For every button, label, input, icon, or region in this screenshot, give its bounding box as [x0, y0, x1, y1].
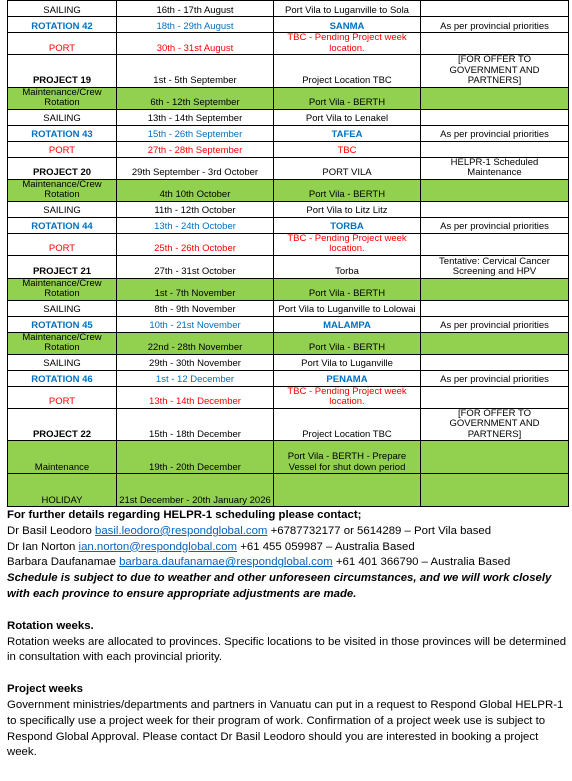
notes-cell: HELPR-1 Scheduled Maintenance [421, 157, 569, 179]
notes-cell [421, 109, 569, 125]
location-cell: Port Vila to Luganville to Lolowai [274, 300, 421, 316]
schedule-row [8, 332, 569, 354]
activity-cell: Maintenance/Crew Rotation [8, 87, 117, 109]
activity-cell: SAILING [8, 109, 117, 125]
project-weeks-heading: Project weeks [7, 683, 83, 696]
notes-cell [421, 87, 569, 109]
activity-cell: ROTATION 44 [8, 217, 117, 233]
rotation-weeks-heading: Rotation weeks. [7, 619, 94, 632]
location-cell [274, 474, 421, 507]
location-cell: PORT VILA [274, 157, 421, 179]
location-cell: Port Vila to Lenakel [274, 109, 421, 125]
notes-cell [421, 354, 569, 370]
location-cell: TBC - Pending Project week location. [274, 233, 421, 255]
dates-cell: 27th - 31st October [117, 255, 274, 278]
dates-cell: 1st - 5th September [117, 55, 274, 88]
activity-cell: PROJECT 20 [8, 157, 117, 179]
contact-name: Dr Ian Norton [7, 540, 76, 553]
activity-cell: HOLIDAY [8, 474, 117, 507]
dates-cell: 13th - 14th December [117, 386, 274, 408]
project-weeks-body: Government ministries/departments and partners in Vanuatu can put in a request to Respond Global HELPR-1 to specifically use a project week for their program of work. Confirmation of a project week use is subject to Respond Global Approval. Please contact Dr Basil Leodoro should you are interested in booking a project week. [7, 698, 564, 759]
location-cell: Port Vila - BERTH [274, 332, 421, 354]
schedule-row [8, 316, 569, 332]
rotation-weeks-body: Rotation weeks are allocated to provinces. Specific locations to be visited in those provinces will be determined in consultation with each provincial priority. [7, 635, 567, 664]
location-cell: Port Vila to Luganville [274, 354, 421, 370]
schedule-row [8, 33, 569, 55]
dates-cell: 13th - 14th September [117, 109, 274, 125]
activity-cell: Maintenance [8, 441, 117, 474]
schedule-row [8, 55, 569, 88]
location-cell: Project Location TBC [274, 55, 421, 88]
location-cell: Port Vila - BERTH [274, 278, 421, 300]
notes-cell: Tentative: Cervical Cancer Screening and HPV [421, 255, 569, 278]
dates-cell: 10th - 21st November [117, 316, 274, 332]
dates-cell: 1st - 12 December [117, 370, 274, 386]
activity-cell: SAILING [8, 1, 117, 17]
location-cell: Port Vila to Litz Litz [274, 201, 421, 217]
schedule-row [8, 408, 569, 441]
schedule-row [8, 370, 569, 386]
location-cell: Port Vila - BERTH [274, 87, 421, 109]
dates-cell: 29th - 30th November [117, 354, 274, 370]
schedule-row [8, 179, 569, 201]
activity-cell: ROTATION 43 [8, 125, 117, 141]
notes-section [7, 508, 567, 761]
schedule-row [8, 1, 569, 17]
activity-cell: PORT [8, 386, 117, 408]
location-cell: MALAMPA [274, 316, 421, 332]
notes-cell: As per provincial priorities [421, 17, 569, 33]
contact-heading: For further details regarding HELPR-1 scheduling please contact; [7, 509, 362, 521]
notes-cell [421, 300, 569, 316]
schedule-row [8, 201, 569, 217]
dates-cell: 21st December - 20th January 2026 [117, 474, 274, 507]
location-cell: Torba [274, 255, 421, 278]
schedule-row [8, 278, 569, 300]
location-cell: PENAMA [274, 370, 421, 386]
dates-cell: 15th - 26th September [117, 125, 274, 141]
activity-cell: PORT [8, 141, 117, 157]
schedule-row [8, 141, 569, 157]
contact-details: +61 401 366790 – Australia Based [335, 556, 511, 569]
activity-cell: Maintenance/Crew Rotation [8, 332, 117, 354]
location-cell: Port Vila - BERTH [274, 179, 421, 201]
activity-cell: Maintenance/Crew Rotation [8, 278, 117, 300]
activity-cell: PROJECT 19 [8, 55, 117, 88]
schedule-row [8, 87, 569, 109]
activity-cell: ROTATION 46 [8, 370, 117, 386]
dates-cell: 25th - 26th October [117, 233, 274, 255]
activity-cell: PROJECT 21 [8, 255, 117, 278]
dates-cell: 16th - 17th August [117, 1, 274, 17]
schedule-row [8, 300, 569, 316]
dates-cell: 27th - 28th September [117, 141, 274, 157]
location-cell: TBC [274, 141, 421, 157]
notes-cell: As per provincial priorities [421, 217, 569, 233]
notes-cell [421, 332, 569, 354]
dates-cell: 29th September - 3rd October [117, 157, 274, 179]
activity-cell: PORT [8, 33, 117, 55]
contact-details: +61 455 059987 – Australia Based [240, 540, 415, 553]
schedule-row [8, 17, 569, 33]
location-cell: TORBA [274, 217, 421, 233]
dates-cell: 19th - 20th December [117, 441, 274, 474]
notes-cell: As per provincial priorities [421, 370, 569, 386]
location-cell: Port Vila to Luganville to Sola [274, 1, 421, 17]
schedule-row [8, 474, 569, 507]
activity-cell: SAILING [8, 354, 117, 370]
location-cell: Project Location TBC [274, 408, 421, 441]
notes-cell [421, 386, 569, 408]
activity-cell: SAILING [8, 201, 117, 217]
notes-cell [421, 141, 569, 157]
contact-email-link[interactable]: barbara.daufanamae@respondglobal.com [119, 556, 333, 569]
activity-cell: Maintenance/Crew Rotation [8, 179, 117, 201]
notes-cell [421, 474, 569, 507]
dates-cell: 8th - 9th November [117, 300, 274, 316]
contact-name: Barbara Daufanamae [7, 556, 116, 569]
dates-cell: 1st - 7th November [117, 278, 274, 300]
notes-cell [421, 441, 569, 474]
dates-cell: 30th - 31st August [117, 33, 274, 55]
dates-cell: 11th - 12th October [117, 201, 274, 217]
schedule-row [8, 255, 569, 278]
notes-cell: [FOR OFFER TO GOVERNMENT AND PARTNERS] [421, 408, 569, 441]
notes-cell: [FOR OFFER TO GOVERNMENT AND PARTNERS] [421, 55, 569, 88]
notes-cell: As per provincial priorities [421, 316, 569, 332]
schedule-row [8, 233, 569, 255]
contact-line [7, 555, 567, 571]
activity-cell: PORT [8, 233, 117, 255]
location-cell: TBC - Pending Project week location. [274, 33, 421, 55]
notes-cell [421, 1, 569, 17]
activity-cell: SAILING [8, 300, 117, 316]
schedule-row [8, 441, 569, 474]
dates-cell: 18th - 29th August [117, 17, 274, 33]
location-cell: TAFEA [274, 125, 421, 141]
dates-cell: 6th - 12th September [117, 87, 274, 109]
dates-cell: 22nd - 28th November [117, 332, 274, 354]
location-cell: TBC - Pending Project week location. [274, 386, 421, 408]
dates-cell: 4th 10th October [117, 179, 274, 201]
location-cell: SANMA [274, 17, 421, 33]
contact-line [7, 540, 567, 556]
contact-line [7, 524, 567, 540]
dates-cell: 13th - 24th October [117, 217, 274, 233]
dates-cell: 15th - 18th December [117, 408, 274, 441]
notes-cell [421, 201, 569, 217]
contact-email-link[interactable]: ian.norton@respondglobal.com [78, 540, 238, 553]
notes-cell [421, 233, 569, 255]
schedule-row [8, 157, 569, 179]
schedule-row [8, 386, 569, 408]
contact-name: Dr Basil Leodoro [7, 524, 92, 537]
location-cell: Port Vila - BERTH - Prepare Vessel for shut down period [274, 441, 421, 474]
notes-cell: As per provincial priorities [421, 125, 569, 141]
schedule-row [8, 109, 569, 125]
notes-cell [421, 278, 569, 300]
activity-cell: PROJECT 22 [8, 408, 117, 441]
schedule-table [7, 0, 569, 507]
notes-cell [421, 179, 569, 201]
contact-email-link[interactable]: basil.leodoro@respondglobal.com [95, 524, 268, 537]
contact-details: +6787732177 or 5614289 – Port Vila based [270, 524, 492, 537]
schedule-row [8, 125, 569, 141]
activity-cell: ROTATION 45 [8, 316, 117, 332]
schedule-row [8, 217, 569, 233]
activity-cell: ROTATION 42 [8, 17, 117, 33]
schedule-row [8, 354, 569, 370]
schedule-disclaimer: Schedule is subject to due to weather and other unforeseen circumstances, and we will work closely with each province to ensure appropriate adjustments are made. [7, 572, 552, 600]
notes-cell [421, 33, 569, 55]
